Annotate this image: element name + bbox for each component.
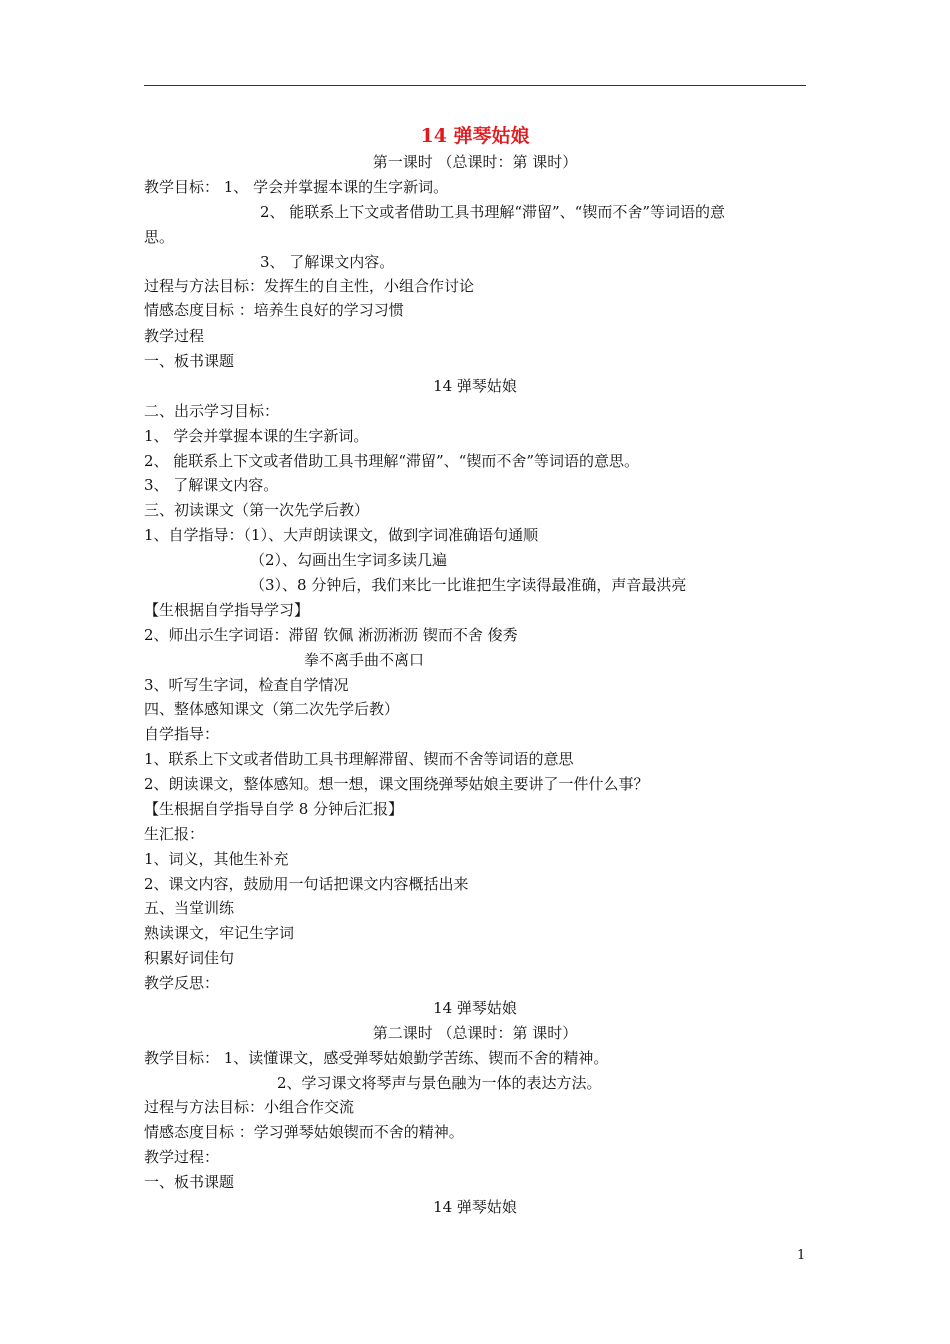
bracket-note: 【生根据自学指导学习】: [144, 601, 310, 619]
board-title: 14 弹琴姑娘: [433, 377, 517, 395]
objectives-line: 教学目标： 1、读懂课文，感受弹琴姑娘勤学苦练、锲而不舍的精神。: [144, 1049, 609, 1067]
list-item: 1、自学指导：（1）、大声朗读课文，做到字词准确语句通顺: [144, 526, 539, 544]
teaching-process-heading: 教学过程：: [144, 1148, 220, 1166]
document-title: 14 弹琴姑娘: [420, 125, 530, 147]
section-heading: 四、整体感知课文（第二次先学后教）: [144, 700, 400, 718]
board-title: 14 弹琴姑娘: [433, 1198, 517, 1216]
subheading: 自学指导：: [144, 725, 220, 743]
list-item: （2）、勾画出生字词多读几遍: [250, 551, 448, 569]
section-heading: 三、初读课文（第一次先学后教）: [144, 501, 370, 519]
list-item: 2、师出示生字词语：滞留 钦佩 淅沥淅沥 锲而不舍 俊秀: [144, 626, 518, 644]
reflection-heading: 教学反思：: [144, 974, 220, 992]
objectives-line-continued: 思。: [144, 228, 175, 246]
section-heading: 二、出示学习目标：: [144, 402, 280, 420]
objectives-line: 教学目标： 1、 学会并掌握本课的生字新词。: [144, 178, 449, 196]
header-rule: [144, 85, 806, 86]
objectives-line: 3、 了解课文内容。: [260, 253, 395, 271]
process-method-goal: 过程与方法目标：发挥生的自主性，小组合作讨论: [144, 277, 475, 295]
text-line: 熟读课文，牢记生字词: [144, 924, 295, 942]
list-item: 2、课文内容，鼓励用一句话把课文内容概括出来: [144, 875, 469, 893]
board-title: 14 弹琴姑娘: [433, 999, 517, 1017]
list-item: 3、 了解课文内容。: [144, 476, 279, 494]
list-item-continued: 拳不离手曲不离口: [304, 651, 425, 669]
list-item: 1、联系上下文或者借助工具书理解滞留、锲而不舍等词语的意思: [144, 750, 574, 768]
lesson-one-heading: 第一课时 （总课时：第 课时）: [372, 153, 578, 171]
section-heading: 五、当堂训练: [144, 899, 235, 917]
list-item: （3）、8 分钟后，我们来比一比谁把生字读得最准确，声音最洪亮: [250, 576, 687, 594]
page-number: 1: [797, 1248, 806, 1263]
list-item: 2、朗读课文，整体感知。想一想，课文围绕弹琴姑娘主要讲了一件什么事？: [144, 775, 649, 793]
objectives-line: 2、 能联系上下文或者借助工具书理解“滞留”、“锲而不舍”等词语的意: [260, 203, 725, 221]
teaching-process-heading: 教学过程: [144, 327, 205, 345]
section-heading: 一、板书课题: [144, 352, 235, 370]
subheading: 生汇报：: [144, 825, 205, 843]
list-item: 1、词义，其他生补充: [144, 850, 289, 868]
attitude-goal: 情感态度目标 ：学习弹琴姑娘锲而不舍的精神。: [144, 1123, 464, 1141]
section-heading: 一、板书课题: [144, 1173, 235, 1191]
objectives-line: 2、学习课文将琴声与景色融为一体的表达方法。: [277, 1074, 602, 1092]
bracket-note: 【生根据自学指导自学 8 分钟后汇报】: [144, 800, 404, 818]
attitude-goal: 情感态度目标 ：培养生良好的学习习惯: [144, 301, 404, 319]
text-line: 积累好词佳句: [144, 949, 235, 967]
list-item: 3、听写生字词，检查自学情况: [144, 676, 349, 694]
process-method-goal: 过程与方法目标：小组合作交流: [144, 1098, 355, 1116]
lesson-two-heading: 第二课时 （总课时：第 课时）: [372, 1024, 578, 1042]
list-item: 2、 能联系上下文或者借助工具书理解“滞留”、“锲而不舍”等词语的意思。: [144, 452, 639, 470]
list-item: 1、 学会并掌握本课的生字新词。: [144, 427, 369, 445]
